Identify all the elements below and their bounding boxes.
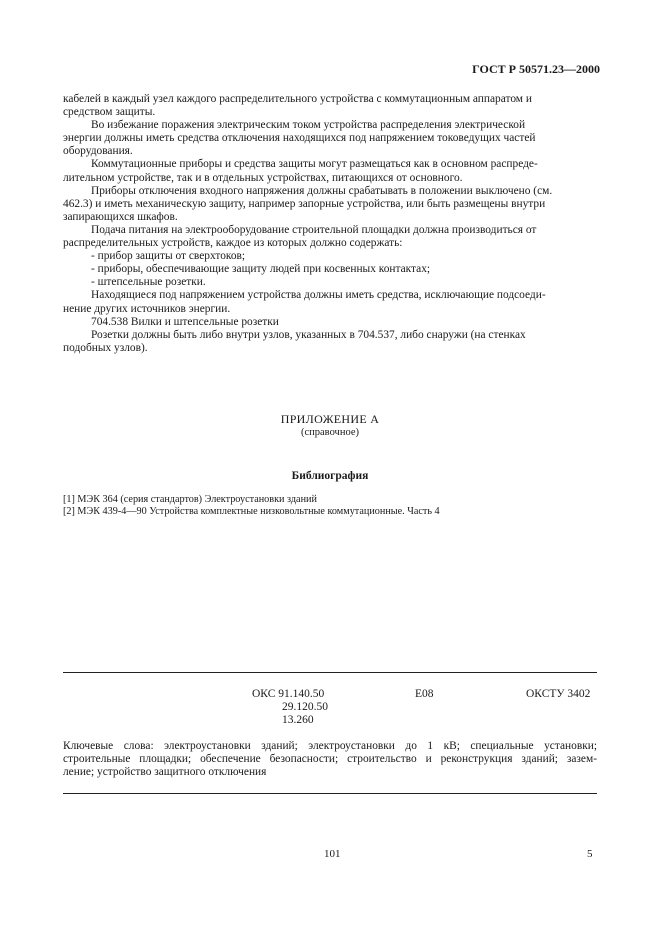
text-line: энергии должны иметь средства отключения находящихся под напряжением токоведущих частей [63,132,536,145]
okstu-code: ОКСТУ 3402 [526,688,591,700]
list-item: - прибор защиты от сверхтоков; [91,250,246,263]
list-item: - приборы, обеспечивающие защиту людей при косвенных контактах; [91,263,431,276]
text-line: лительном устройстве, так и в отдельных устройствах, питающихся от основного. [63,171,463,184]
okc-code: ОКС 91.140.50 [252,688,325,700]
okc-codes [252,688,328,727]
text-line: подобных узлов). [63,341,148,354]
text-line: Во избежание поражения электрическим током устройства распределения электрической [91,119,526,132]
page-number-right: 5 [587,848,593,860]
text-line: Коммутационные приборы и средства защиты могут размещаться как в основном распреде- [91,158,538,171]
keywords [63,740,597,779]
keywords-line: Ключевые слова: электроустановки зданий; электроустановки до 1 кВ; специальные установки; [63,740,597,752]
text-line: нение других источников энергии. [63,302,231,315]
text-line: распределительных устройств, каждое из которых должно содержать: [63,237,403,250]
text-line: Розетки должны быть либо внутри узлов, указанных в 704.537, либо снаружи (на стенках [91,328,526,341]
main-text [63,93,597,355]
section-heading: 704.538 Вилки и штепсельные розетки [91,315,279,328]
okc-code: 13.260 [282,714,314,726]
appendix-title: ПРИЛОЖЕНИЕ А [280,412,380,426]
appendix-subtitle: (справочное) [301,427,359,438]
okc-code: 29.120.50 [282,701,328,713]
keywords-line: ление; устройство защитного отключения [63,766,267,779]
divider-bottom [63,793,597,794]
text-line: средством защиты. [63,106,156,119]
list-item: - штепсельные розетки. [91,276,206,289]
text-line: Подача питания на электрооборудование строительной площадки должна производиться от [91,223,537,236]
bibliography-item: [2] МЭК 439-4—90 Устройства комплектные низковольтные коммутационные. Часть 4 [63,506,440,517]
divider-top [63,672,597,673]
text-line: 462.3) и иметь механическую защиту, например запорные устройства, или быть размещены внутри [63,197,546,210]
bibliography-title: Библиография [291,470,369,482]
bibliography-item: [1] МЭК 364 (серия стандартов) Электроустановки зданий [63,494,317,505]
bibliography-list [63,494,440,518]
text-line: Находящиеся под напряжением устройства должны иметь средства, исключающие подсоеди- [91,289,546,302]
text-line: Приборы отключения входного напряжения должны срабатывать в положении выключено (см. [91,184,553,197]
keywords-line: строительные площадки; обеспечение безопасности; строительство и реконструкция зданий; зазем- [63,753,597,766]
text-line: оборудования. [63,145,133,158]
standard-code-header: ГОСТ Р 50571.23—2000 [472,62,600,76]
text-line: запирающихся шкафов. [63,210,178,223]
page-number-center: 101 [324,848,341,860]
e08-code: Е08 [415,688,434,700]
text-line: кабелей в каждый узел каждого распределительного устройства с коммутационным аппаратом и [63,93,532,105]
